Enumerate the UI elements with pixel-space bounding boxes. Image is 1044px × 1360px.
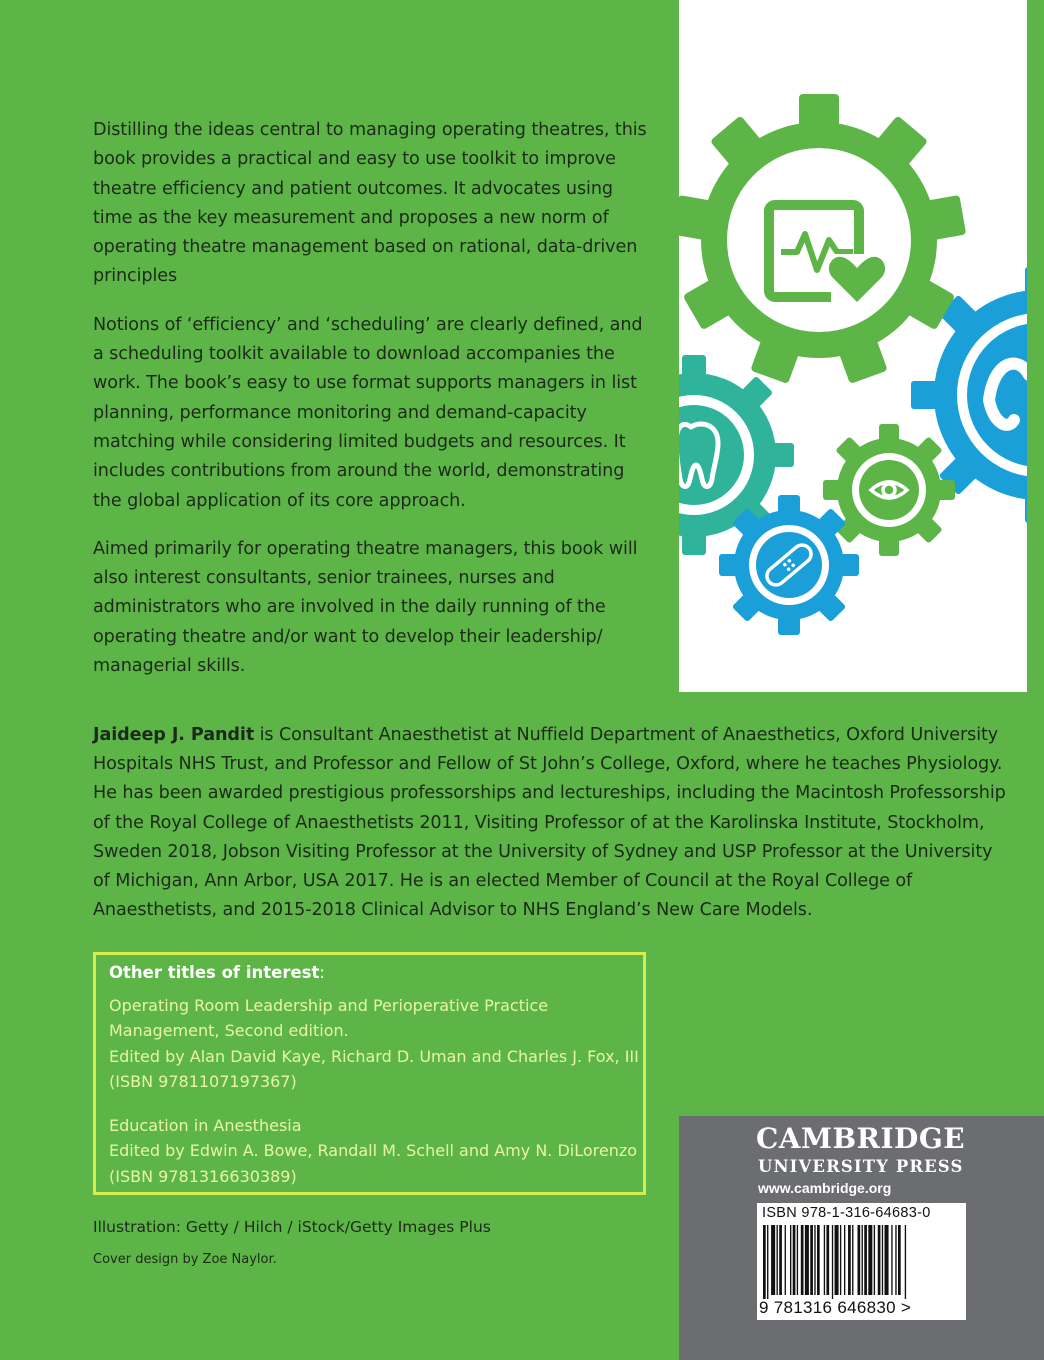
publisher-subtitle: UNIVERSITY PRESS	[758, 1157, 964, 1176]
other-titles-box	[93, 952, 646, 1195]
barcode-bar	[891, 1225, 892, 1295]
barcode-bar	[868, 1225, 872, 1295]
green-gear-small	[823, 424, 955, 556]
barcode-bar	[801, 1225, 804, 1295]
barcode-bar	[771, 1225, 775, 1295]
author-name: Jaideep J. Pandit	[93, 725, 255, 745]
barcode-bar	[858, 1225, 861, 1295]
illustration-credit: Illustration: Getty / Hilch / iStock/Getty Images Plus	[93, 1218, 491, 1236]
description-paragraph-2: Notions of ‘efficiency’ and ‘scheduling’ are clearly defined, and a scheduling toolkit available to download accompanies the work. The book’s easy to use format supports managers in list planning, performance monitoring and demand-capacity matching while considering limited budgets and resources. It includes contributions from around the world, demonstrating the global application of its core approach.	[93, 314, 643, 511]
publisher-url: www.cambridge.org	[758, 1180, 892, 1196]
barcode-digits: 9 781316 646830 >	[759, 1298, 912, 1317]
other-title-1-line2: Management, Second edition.	[109, 1021, 349, 1041]
barcode-bar	[797, 1225, 798, 1295]
gears-illustration	[679, 0, 1027, 692]
barcode-bar	[814, 1225, 815, 1295]
publisher-name: CAMBRIDGE	[756, 1122, 966, 1155]
barcode-bar	[848, 1225, 851, 1295]
barcode-bar	[832, 1225, 833, 1299]
green-gear-large	[679, 94, 966, 384]
barcode-bar	[882, 1225, 883, 1295]
other-title-2	[109, 1113, 637, 1189]
barcode-bar	[898, 1225, 901, 1295]
barcode-bar	[840, 1225, 841, 1295]
other-titles-heading: Other titles of interest:	[109, 963, 325, 982]
barcode-bar	[852, 1225, 853, 1295]
barcode-bar	[777, 1225, 778, 1295]
other-title-1-isbn: (ISBN 9781107197367)	[109, 1072, 297, 1092]
barcode-bar	[905, 1225, 906, 1299]
author-bio	[93, 721, 1013, 925]
illustration-edge	[1027, 230, 1044, 692]
barcode-bar	[826, 1225, 829, 1295]
other-title-2-editors: Edited by Edwin A. Bowe, Randall M. Schell and Amy N. DiLorenzo	[109, 1141, 638, 1161]
barcode-bar	[763, 1225, 766, 1299]
other-title-1	[109, 993, 639, 1095]
barcode-bar	[790, 1225, 791, 1295]
other-title-2-isbn: (ISBN 9781316630389)	[109, 1166, 297, 1186]
description-paragraph-3: Aimed primarily for operating theatre managers, this book will also interest consultants, senior trainees, nurses and administrators who are involved in the daily running of the operating theatre and/or want to develop their leadership/ managerial skills.	[93, 538, 638, 677]
barcode-bar	[793, 1225, 796, 1295]
blue-gear-small	[719, 495, 859, 635]
barcode-bar	[817, 1225, 820, 1295]
isbn-label: ISBN 978-1-316-64683-0	[762, 1205, 931, 1221]
book-description	[93, 116, 653, 700]
barcode-bar	[864, 1225, 867, 1295]
barcode-bar	[785, 1225, 786, 1295]
barcode-bar	[878, 1225, 881, 1295]
other-title-2-line1: Education in Anesthesia	[109, 1116, 302, 1135]
other-title-1-line1: Operating Room Leadership and Perioperative Practice	[109, 996, 549, 1015]
other-title-1-editors: Edited by Alan David Kaye, Richard D. Uman and Charles J. Fox, III	[109, 1046, 639, 1066]
author-bio-text: is Consultant Anaesthetist at Nuffield Department of Anaesthetics, Oxford University Hospitals NHS Trust, and Professor and Fellow of St John’s College, Oxford, where he teaches Physiology. He has been awarded prestigious professorships and lectureships, including the Macintosh Professorship of the Royal College of Anaesthetists 2011, Visiting Professor of at the Karolinska Institute, Stockholm, Sweden 2018, Jobson Visiting Professor at the University of Sydney and USP Professor at the University of Michigan, Ann Arbor, USA 2017. He is an elected Member of Council at the Royal College of Anaesthetists, and 2015-2018 Clinical Advisor to NHS England’s New Care Models.	[93, 725, 1006, 921]
barcode-bar	[862, 1225, 863, 1295]
barcode-bar	[844, 1225, 845, 1295]
barcode-bar	[885, 1225, 889, 1295]
description-paragraph-1: Distilling the ideas central to managing operating theatres, this book provides a practical and easy to use toolkit to improve theatre efficiency and patient outcomes. It advocates using time as the key measurement and proposes a new norm of operating theatre management based on rational, data-driven principles	[93, 120, 647, 287]
barcode-bar	[824, 1225, 825, 1295]
barcode-bar	[874, 1225, 875, 1295]
barcode-bar	[835, 1225, 839, 1295]
barcode-bar	[895, 1225, 896, 1295]
barcode-box	[757, 1203, 966, 1320]
barcode-bar	[767, 1225, 768, 1299]
barcode-bar	[810, 1225, 813, 1295]
cover-design-credit: Cover design by Zoe Naylor.	[93, 1252, 277, 1267]
barcode-bar	[805, 1225, 809, 1295]
barcode-bar	[779, 1225, 782, 1295]
illustration-panel	[679, 0, 1027, 692]
